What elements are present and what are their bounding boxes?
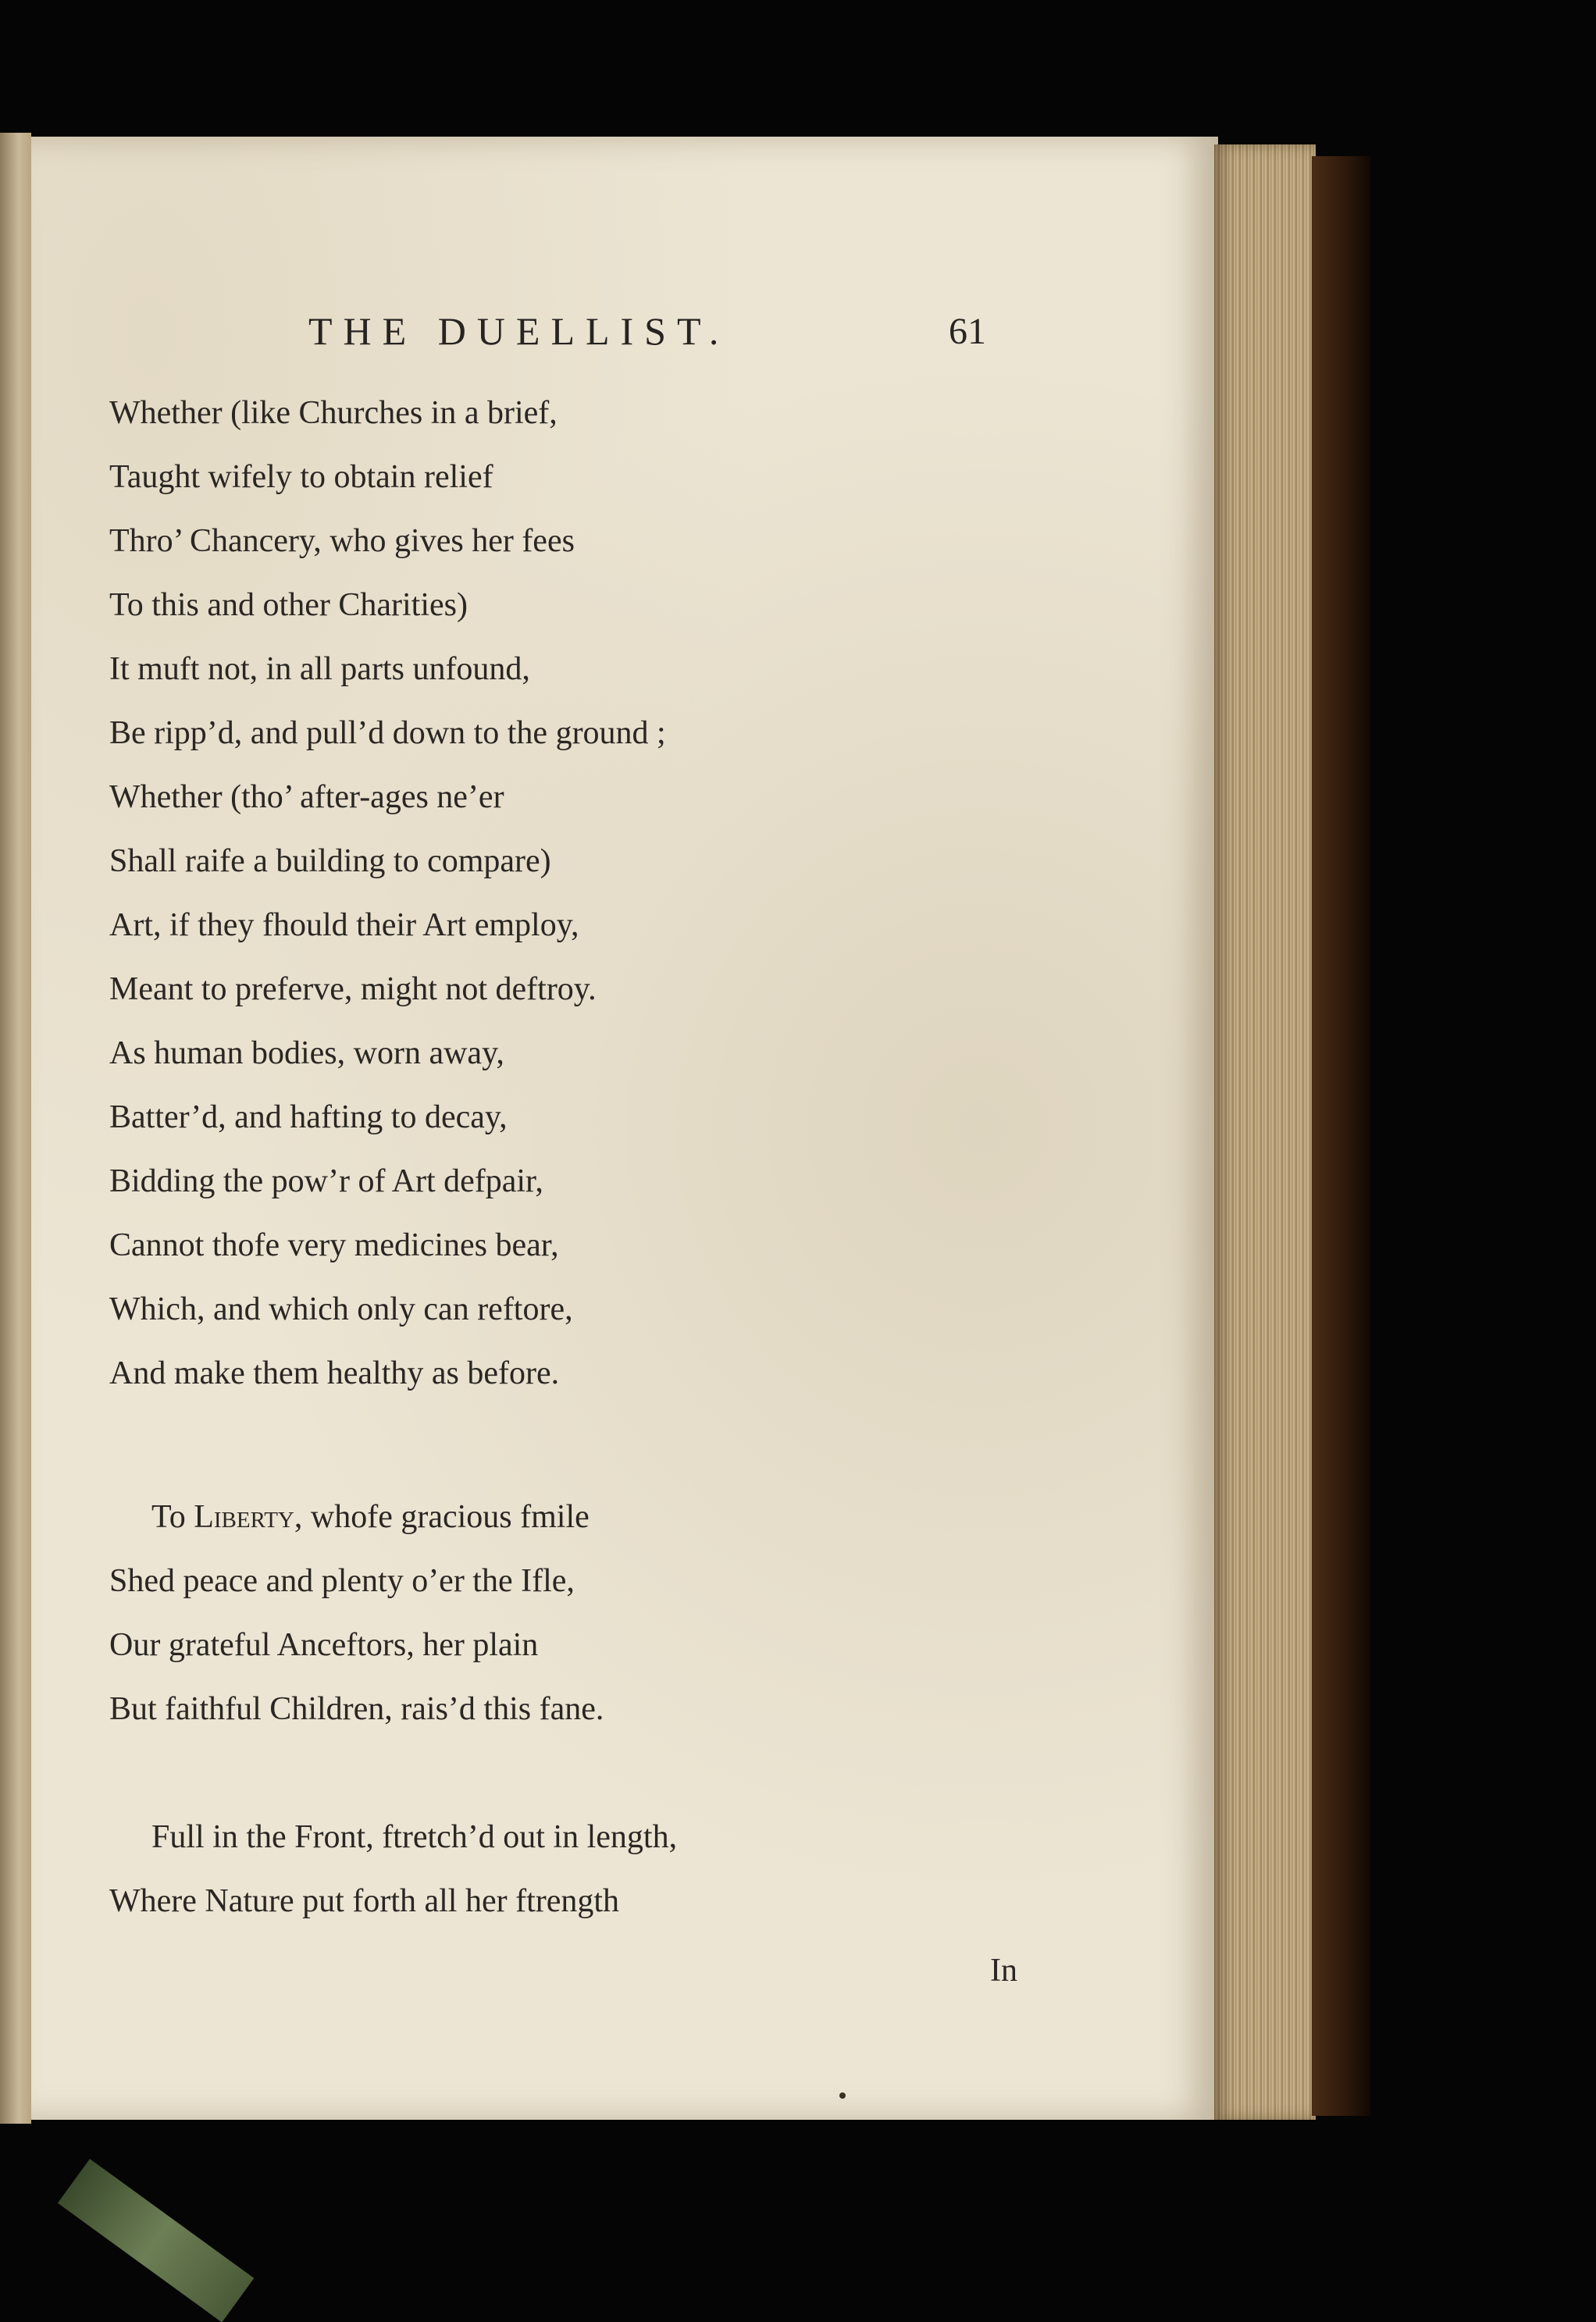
verse-line: Be ripp’d, and pull’d down to the ground ; [109, 715, 666, 751]
verse-line: It muft not, in all parts unfound, [109, 651, 530, 687]
stanza-2 [109, 1485, 1046, 1741]
verse-line: Thro’ Chancery, who gives her fees [109, 523, 575, 559]
verse-line: And make them healthy as before. [109, 1355, 560, 1391]
verse-line: Full in the Front, ftretch’d out in length, [151, 1819, 678, 1855]
ink-speck [839, 2092, 846, 2099]
verse-line: To this and other Charities) [109, 587, 468, 623]
left-page-edge [0, 133, 31, 2124]
verse-line: Shed peace and plenty o’er the Ifle, [109, 1563, 575, 1599]
verse-line: Batter’d, and hafting to decay, [109, 1099, 508, 1135]
catchword: In [990, 1953, 1017, 1989]
running-title: THE DUELLIST. [308, 309, 730, 353]
verse-line-first [109, 1485, 1046, 1549]
page-number: 61 [949, 311, 986, 352]
verse-line: Art, if they fhould their Art employ, [109, 907, 579, 943]
line-suffix: , whofe gracious fmile [294, 1499, 590, 1535]
verse-line: Shall raife a building to compare) [109, 843, 551, 879]
bookmark-ribbon [58, 2159, 254, 2322]
page-block-edges [1214, 144, 1316, 2120]
verse-line: Where Nature put forth all her ftrength [109, 1883, 620, 1919]
page-header [0, 308, 1596, 363]
verse-line: Meant to preferve, might not deftroy. [109, 971, 597, 1007]
verse-line: Which, and which only can reftore, [109, 1291, 573, 1327]
verse-line: But faithful Children, rais’d this fane. [109, 1691, 604, 1727]
stanza-1 [109, 381, 1046, 1405]
book-cover-edge [1312, 156, 1370, 2116]
verse-line: Taught wifely to obtain relief [109, 459, 493, 495]
verse-line: As human bodies, worn away, [109, 1035, 504, 1071]
line-prefix: To [151, 1499, 194, 1535]
verse-line: Bidding the pow’r of Art defpair, [109, 1163, 543, 1199]
verse-line: Whether (tho’ after-ages ne’er [109, 779, 504, 815]
liberty-smallcaps: Liberty [194, 1499, 294, 1535]
verse-line: Whether (like Churches in a brief, [109, 395, 558, 431]
stanza-3 [109, 1805, 1046, 1933]
verse-line: Our grateful Anceftors, her plain [109, 1627, 539, 1663]
verse-line: Cannot thofe very medicines bear, [109, 1227, 559, 1263]
